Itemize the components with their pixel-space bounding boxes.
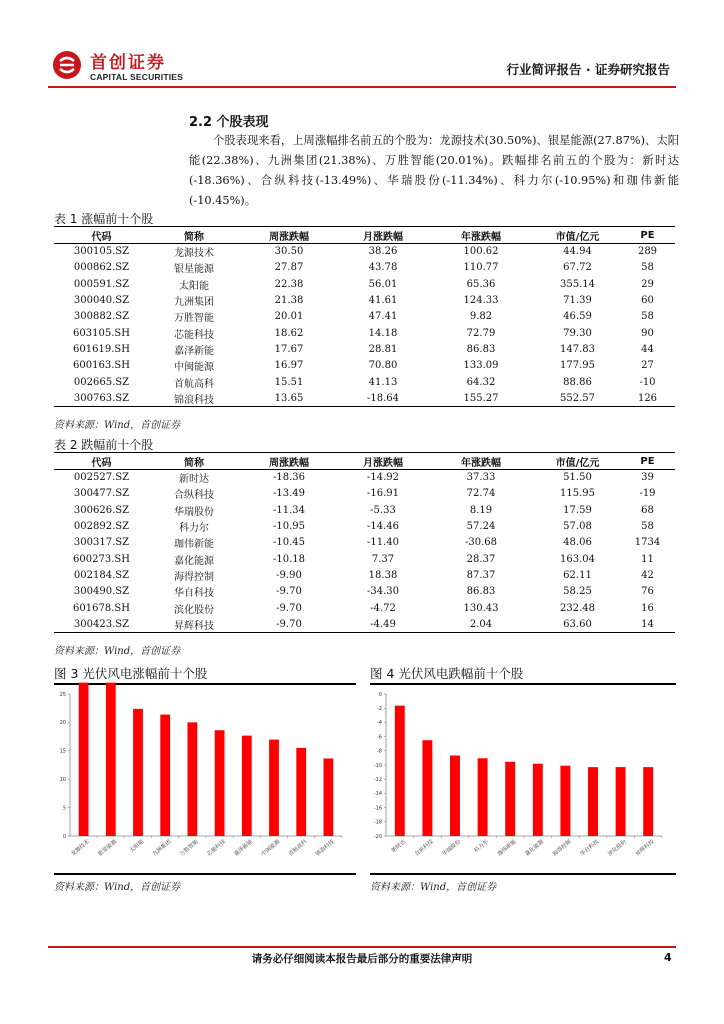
weekly-change-cell: -10.95 <box>272 521 305 533</box>
bar <box>395 706 405 836</box>
weekly-change-cell: -11.34 <box>272 504 305 516</box>
market-cap-cell: 58.25 <box>563 586 592 598</box>
section-title: 2.2 个股表现 <box>189 115 269 130</box>
bar <box>324 758 334 836</box>
y-tick-label: -12 <box>373 777 382 783</box>
stock-name-cell: 新时达 <box>179 474 209 486</box>
stock-code-cell: 000862.SZ <box>73 262 130 274</box>
x-category-label: 芯能科技 <box>206 838 227 858</box>
bar <box>533 764 543 836</box>
logo-english: CAPITAL SECURITIES <box>90 72 184 82</box>
yearly-change-cell: 87.37 <box>466 569 496 581</box>
figure3-bottom-rule <box>54 873 356 875</box>
table-row <box>54 358 675 374</box>
market-cap-cell: 147.83 <box>560 343 595 355</box>
table-row <box>54 518 675 534</box>
table2-source: 资料来源：Wind，首创证券 <box>54 646 181 657</box>
market-cap-cell: 163.04 <box>560 553 595 565</box>
gainers-bar-chart <box>54 686 356 866</box>
weekly-change-cell: 21.38 <box>274 295 304 307</box>
figure4-caption: 图 4 光伏风电跌幅前十个股 <box>370 666 524 681</box>
logo-mark-icon <box>52 50 82 80</box>
stock-name-cell: 华瑞股份 <box>174 506 214 518</box>
column-header: 月涨跌幅 <box>339 453 427 470</box>
pe-cell: 76 <box>641 586 654 598</box>
column-header: 年涨跌幅 <box>427 227 535 244</box>
pe-cell: -19 <box>639 488 656 500</box>
stock-name-cell: 科力尔 <box>179 523 209 535</box>
x-category-label: 滨化股份 <box>607 838 628 858</box>
stock-code-cell: 603105.SH <box>73 327 130 339</box>
bar <box>133 709 143 836</box>
stock-code-cell: 300105.SZ <box>73 246 130 258</box>
monthly-change-cell: 14.18 <box>368 327 398 339</box>
y-tick-label: -16 <box>373 805 382 812</box>
column-header: 周涨跌幅 <box>239 453 339 470</box>
footer-rule <box>48 946 676 948</box>
table2-caption: 表 2 跌幅前十个股 <box>54 438 154 452</box>
figure3-source: 资料来源：Wind，首创证券 <box>54 882 181 893</box>
column-header: 代码 <box>54 453 149 470</box>
legal-notice[interactable]: 请务必仔细阅读本报告最后部分的重要法律声明 <box>251 953 473 965</box>
page-header <box>48 42 676 88</box>
bar <box>450 755 460 836</box>
bar <box>643 767 653 836</box>
stock-name-cell: 合纵科技 <box>174 490 214 502</box>
table-row <box>54 341 675 357</box>
x-category-label: 科力尔 <box>473 838 490 855</box>
yearly-change-cell: 86.83 <box>466 343 496 355</box>
yearly-change-cell: 28.37 <box>466 553 496 565</box>
weekly-change-cell: 16.97 <box>274 360 304 372</box>
stock-name-cell: 锦浪科技 <box>149 390 239 406</box>
column-header: 市值/亿元 <box>535 453 620 470</box>
monthly-change-cell: 28.81 <box>368 343 398 355</box>
x-category-label: 首航高科 <box>287 838 309 858</box>
figure4-source: 资料来源：Wind，首创证券 <box>370 882 497 893</box>
stock-code-cell: 600273.SH <box>73 553 130 565</box>
monthly-change-cell: -11.40 <box>366 537 399 549</box>
y-tick-label: 5 <box>62 805 66 812</box>
x-category-label: 万胜智能 <box>178 838 200 858</box>
monthly-change-cell: -5.33 <box>370 504 396 516</box>
monthly-change-cell: -34.30 <box>366 586 399 598</box>
page-number: 4 <box>664 951 672 964</box>
weekly-change-cell: 17.67 <box>274 343 304 355</box>
table-row <box>54 486 675 502</box>
x-category-label: 新时达 <box>390 838 408 855</box>
market-cap-cell: 232.48 <box>560 602 595 614</box>
bar <box>505 762 515 836</box>
yearly-change-cell: -30.68 <box>464 537 497 549</box>
pe-cell: 14 <box>620 616 675 632</box>
monthly-change-cell: -18.64 <box>339 390 427 406</box>
market-cap-cell: 62.11 <box>563 569 592 581</box>
monthly-change-cell: -4.72 <box>370 602 396 614</box>
column-header: 月涨跌幅 <box>339 227 427 244</box>
stock-name-cell: 九洲集团 <box>174 297 214 309</box>
pe-cell: 126 <box>620 390 675 406</box>
weekly-change-cell: -9.70 <box>276 586 302 598</box>
stock-name-cell: 滨化股份 <box>174 604 214 616</box>
section-paragraph <box>189 131 679 211</box>
weekly-change-cell: -9.70 <box>239 616 339 632</box>
table-row <box>54 470 675 486</box>
stock-code-cell: 002892.SZ <box>73 521 130 533</box>
market-cap-cell: 79.30 <box>563 327 592 339</box>
bar <box>106 683 116 836</box>
bar <box>242 736 252 836</box>
x-category-label: 昇辉科技 <box>634 838 656 858</box>
market-cap-cell: 177.95 <box>560 360 595 372</box>
x-category-label: 嘉化能源 <box>524 838 546 858</box>
weekly-change-cell: 20.01 <box>274 311 304 323</box>
y-tick-label: -2 <box>377 706 382 712</box>
bar <box>215 730 225 836</box>
x-category-label: 锦浪科技 <box>314 838 336 858</box>
pe-cell: 1734 <box>634 537 661 549</box>
yearly-change-cell: 8.19 <box>469 504 493 516</box>
table-row <box>54 600 675 616</box>
pe-cell: 60 <box>641 295 654 307</box>
stock-name-cell: 太阳能 <box>179 280 209 292</box>
monthly-change-cell: 56.01 <box>368 278 398 290</box>
monthly-change-cell: 41.61 <box>368 295 398 307</box>
table-row <box>54 309 675 325</box>
market-cap-cell: 355.14 <box>560 278 595 290</box>
stock-code-cell: 300763.SZ <box>54 390 149 406</box>
weekly-change-cell: -18.36 <box>272 472 305 484</box>
stock-name-cell: 银星能源 <box>174 264 214 276</box>
figure4-bottom-rule <box>370 873 676 875</box>
yearly-change-cell: 37.33 <box>466 472 496 484</box>
bar <box>588 767 598 836</box>
stock-name-cell: 嘉泽新能 <box>174 345 214 357</box>
stock-name-cell: 首航高科 <box>174 378 214 390</box>
column-header: PE <box>620 227 675 244</box>
figure3-caption: 图 3 光伏风电涨幅前十个股 <box>54 666 208 681</box>
monthly-change-cell: 18.38 <box>368 569 398 581</box>
stock-code-cell: 000591.SZ <box>73 278 130 290</box>
stock-name-cell: 中闽能源 <box>174 362 214 374</box>
pe-cell: 29 <box>641 278 654 290</box>
weekly-change-cell: 18.62 <box>274 327 304 339</box>
weekly-change-cell: -10.18 <box>272 553 305 565</box>
y-tick-label: -10 <box>373 762 382 769</box>
y-tick-label: -18 <box>373 819 382 826</box>
pe-cell: 90 <box>641 327 654 339</box>
market-cap-cell: 63.60 <box>535 616 620 632</box>
monthly-change-cell: 7.37 <box>371 553 395 565</box>
bar <box>269 740 279 836</box>
yearly-change-cell: 65.36 <box>466 278 496 290</box>
stock-name-cell: 芯能科技 <box>174 329 214 341</box>
weekly-change-cell: -10.45 <box>272 537 305 549</box>
stock-code-cell: 002184.SZ <box>73 569 130 581</box>
bar <box>79 683 89 836</box>
table-row <box>54 584 675 600</box>
table-row <box>54 244 675 260</box>
y-tick-label: -14 <box>373 791 382 798</box>
bar <box>422 740 432 836</box>
weekly-change-cell: 15.51 <box>274 376 304 388</box>
x-category-label: 嘉泽新能 <box>233 838 255 858</box>
market-cap-cell: 57.08 <box>563 521 592 533</box>
monthly-change-cell: -14.92 <box>366 472 399 484</box>
pe-cell: 58 <box>641 521 654 533</box>
y-tick-label: 0 <box>378 691 382 698</box>
figure3-top-rule <box>54 683 356 685</box>
market-cap-cell: 115.95 <box>560 488 595 500</box>
report-type-title: 行业简评报告 · 证券研究报告 <box>506 62 670 77</box>
x-category-label: 华瑞股份 <box>441 838 463 858</box>
x-category-label: 海得控制 <box>551 838 573 858</box>
table-row <box>54 502 675 518</box>
pe-cell: 58 <box>641 262 654 274</box>
stock-name-cell: 海得控制 <box>174 571 214 583</box>
monthly-change-cell: 38.26 <box>368 246 398 258</box>
stock-code-cell: 300423.SZ <box>54 616 149 632</box>
yearly-change-cell: 2.04 <box>427 616 535 632</box>
x-category-label: 珈伟新能 <box>496 838 518 858</box>
weekly-change-cell: 22.38 <box>274 278 304 290</box>
bar <box>160 715 170 836</box>
pe-cell: 11 <box>641 553 654 565</box>
column-header: 简称 <box>149 453 239 470</box>
yearly-change-cell: 110.77 <box>463 262 499 274</box>
x-category-label: 中闽能源 <box>260 838 282 858</box>
pe-cell: 27 <box>641 360 654 372</box>
table-row <box>54 390 675 406</box>
market-cap-cell: 71.39 <box>563 295 592 307</box>
stock-name-cell: 龙源技术 <box>174 248 214 260</box>
stock-code-cell: 002665.SZ <box>73 376 130 388</box>
stock-code-cell: 300490.SZ <box>73 586 130 598</box>
yearly-change-cell: 64.32 <box>466 376 496 388</box>
y-tick-label: -8 <box>377 748 382 755</box>
stock-code-cell: 300040.SZ <box>73 295 130 307</box>
weekly-change-cell: -9.70 <box>276 602 302 614</box>
stock-code-cell: 300477.SZ <box>73 488 130 500</box>
monthly-change-cell: -16.91 <box>366 488 399 500</box>
y-tick-label: 10 <box>59 777 66 783</box>
pe-cell: 42 <box>641 569 654 581</box>
table1-caption: 表 1 涨幅前十个股 <box>54 212 154 226</box>
monthly-change-cell: 43.78 <box>368 262 398 274</box>
table-row <box>54 325 675 341</box>
monthly-change-cell: -4.49 <box>339 616 427 632</box>
logo-chinese: 首创证券 <box>90 53 166 73</box>
x-category-label: 银星能源 <box>97 838 119 858</box>
weekly-change-cell: -13.49 <box>272 488 305 500</box>
market-cap-cell: 17.59 <box>563 504 592 516</box>
top-gainers-table <box>54 226 675 407</box>
market-cap-cell: 44.94 <box>563 246 592 258</box>
monthly-change-cell: 70.80 <box>368 360 398 372</box>
stock-code-cell: 300626.SZ <box>73 504 130 516</box>
column-header: PE <box>620 453 675 470</box>
market-cap-cell: 88.86 <box>563 376 592 388</box>
x-category-label: 合纵科技 <box>413 838 435 858</box>
weekly-change-cell: 27.87 <box>274 262 304 274</box>
stock-code-cell: 600163.SH <box>73 360 130 372</box>
yearly-change-cell: 124.33 <box>463 295 499 307</box>
yearly-change-cell: 72.79 <box>466 327 496 339</box>
y-tick-label: 25 <box>59 691 66 698</box>
market-cap-cell: 46.59 <box>563 311 592 323</box>
stock-name-cell: 嘉化能源 <box>174 555 214 567</box>
yearly-change-cell: 133.09 <box>463 360 499 372</box>
yearly-change-cell: 9.82 <box>469 311 493 323</box>
table-row <box>54 374 675 390</box>
table-row <box>54 551 675 567</box>
column-header: 市值/亿元 <box>535 227 620 244</box>
table-row <box>54 567 675 583</box>
x-category-label: 华自科技 <box>579 838 601 858</box>
stock-code-cell: 601678.SH <box>73 602 130 614</box>
stock-code-cell: 601619.SH <box>73 343 130 355</box>
table1-source: 资料来源：Wind，首创证券 <box>54 420 181 431</box>
x-category-label: 九洲集团 <box>151 838 173 858</box>
monthly-change-cell: -14.46 <box>366 521 399 533</box>
y-tick-label: -20 <box>373 833 382 840</box>
yearly-change-cell: 100.62 <box>463 246 499 258</box>
table-row <box>54 292 675 308</box>
company-logo <box>48 48 188 88</box>
pe-cell: 58 <box>641 311 654 323</box>
stock-name-cell: 万胜智能 <box>174 313 214 325</box>
market-cap-cell: 67.72 <box>563 262 592 274</box>
stock-name-cell: 珈伟新能 <box>174 539 214 551</box>
column-header: 年涨跌幅 <box>427 453 535 470</box>
weekly-change-cell: -9.90 <box>276 569 302 581</box>
bar <box>188 722 198 836</box>
bar <box>560 766 570 836</box>
yearly-change-cell: 155.27 <box>427 390 535 406</box>
table-row <box>54 260 675 276</box>
pe-cell: 68 <box>641 504 654 516</box>
market-cap-cell: 51.50 <box>563 472 592 484</box>
x-category-label: 太阳能 <box>128 838 146 855</box>
bar <box>478 758 488 836</box>
monthly-change-cell: 47.41 <box>368 311 398 323</box>
pe-cell: -10 <box>639 376 656 388</box>
x-category-label: 龙源技术 <box>70 838 91 858</box>
table-header-row <box>54 453 675 470</box>
bar <box>616 767 626 836</box>
market-cap-cell: 48.06 <box>563 537 592 549</box>
table-row <box>54 276 675 292</box>
yearly-change-cell: 72.74 <box>466 488 496 500</box>
stock-name-cell: 昇辉科技 <box>149 616 239 632</box>
y-tick-label: -6 <box>377 734 382 741</box>
table-header-row <box>54 227 675 244</box>
yearly-change-cell: 86.83 <box>466 586 496 598</box>
pe-cell: 289 <box>637 246 658 258</box>
table-row <box>54 616 675 632</box>
pe-cell: 16 <box>641 602 654 614</box>
y-tick-label: 15 <box>59 748 66 755</box>
y-tick-label: -4 <box>377 720 382 727</box>
market-cap-cell: 552.57 <box>535 390 620 406</box>
column-header: 代码 <box>54 227 149 244</box>
figure4-top-rule <box>370 683 676 685</box>
losers-bar-chart <box>370 686 676 866</box>
header-rule <box>48 86 676 88</box>
stock-name-cell: 华自科技 <box>174 588 214 600</box>
stock-code-cell: 002527.SZ <box>73 472 130 484</box>
y-tick-label: 20 <box>59 720 66 727</box>
bar <box>296 748 306 836</box>
y-tick-label: 0 <box>62 833 66 840</box>
weekly-change-cell: 13.65 <box>239 390 339 406</box>
stock-code-cell: 300317.SZ <box>73 537 130 549</box>
stock-code-cell: 300882.SZ <box>73 311 130 323</box>
paragraph-text: 个股表现来看，上周涨幅排名前五的个股为：龙源技术(30.50%)、银星能源(27.87%)、太阳能(22.38%)、九洲集团(21.38%)、万胜智能(20.01%)。跌幅排名前五的个股为：新时达(-18.36%)、合纵科技(-13.49%)、华瑞股份(-11.34%)、科力尔(-10.95%)和珈伟新能(-10.45%)。 <box>189 134 679 207</box>
pe-cell: 39 <box>641 472 654 484</box>
weekly-change-cell: 30.50 <box>274 246 304 258</box>
column-header: 简称 <box>149 227 239 244</box>
table-row <box>54 535 675 551</box>
top-losers-table <box>54 452 675 633</box>
yearly-change-cell: 57.24 <box>466 521 496 533</box>
column-header: 周涨跌幅 <box>239 227 339 244</box>
pe-cell: 44 <box>641 343 654 355</box>
yearly-change-cell: 130.43 <box>463 602 499 614</box>
monthly-change-cell: 41.13 <box>368 376 398 388</box>
